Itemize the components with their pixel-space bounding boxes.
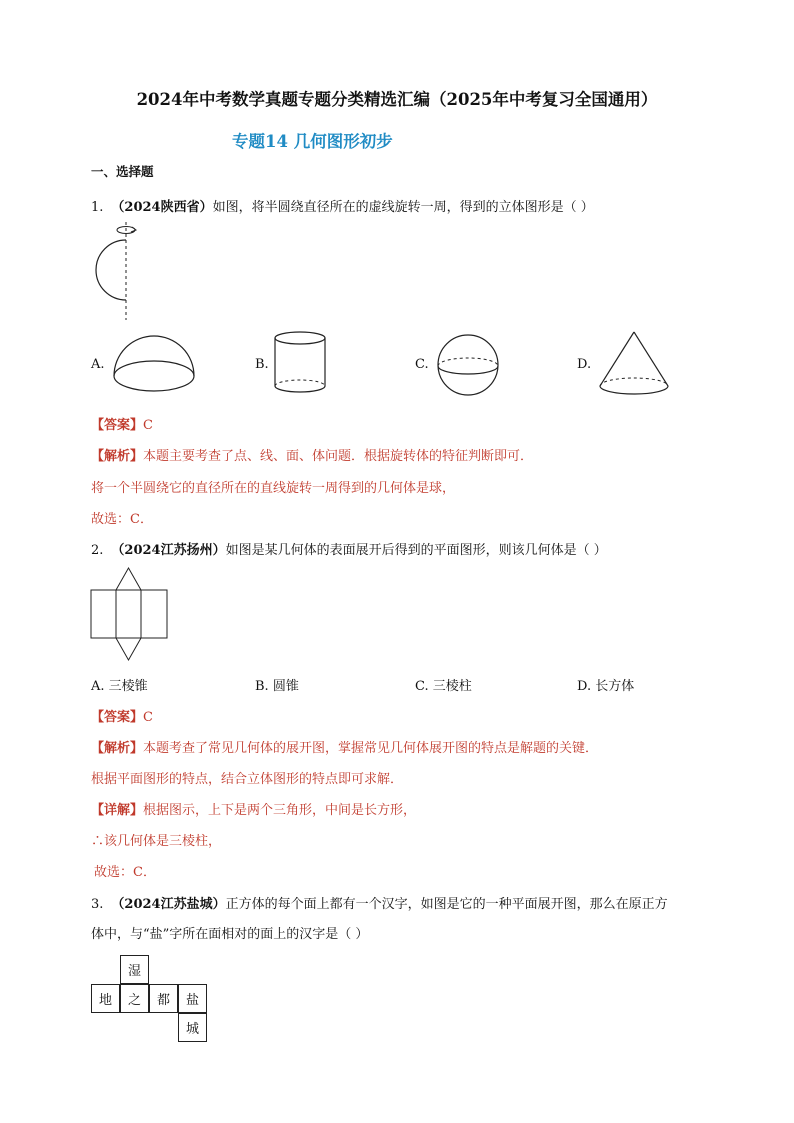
answer-2 bbox=[91, 706, 153, 725]
triangular-prism-net-figure bbox=[90, 566, 170, 664]
net-cell: 湿 bbox=[120, 955, 149, 984]
analysis-text: 本题考查了常见几何体的展开图，掌握常见几何体展开图的特点是解题的关键． bbox=[143, 741, 599, 756]
question-number: 3. bbox=[91, 897, 104, 912]
question-1-stem bbox=[91, 196, 594, 215]
question-text: 正方体的每个面上都有一个汉字，如图是它的一种平面展开图，那么在原正方 bbox=[225, 897, 668, 912]
question-source: （2024江苏盐城） bbox=[111, 897, 226, 912]
section-heading: 一、选择题 bbox=[91, 164, 154, 179]
detail-text: 根据图示，上下是两个三角形，中间是长方形， bbox=[143, 803, 417, 818]
net-cell: 地 bbox=[91, 984, 120, 1013]
answer-1 bbox=[91, 414, 153, 433]
analysis-2 bbox=[91, 737, 598, 756]
question-text: 如图是某几何体的表面展开后得到的平面图形，则该几何体是（ ） bbox=[225, 543, 607, 558]
topic-subtitle: 专题14 几何图形初步 bbox=[232, 132, 393, 151]
explanation-line: 将一个半圆绕它的直径所在的直线旋转一周得到的几何体是球， bbox=[91, 481, 456, 496]
hemisphere-option bbox=[112, 332, 196, 394]
detail-tag: 【详解】 bbox=[91, 803, 144, 818]
option-c: C. 三棱柱 bbox=[415, 679, 472, 694]
question-number: 1. bbox=[91, 200, 104, 215]
semicircle-rotation-figure bbox=[88, 222, 138, 322]
question-source: （2024江苏扬州） bbox=[111, 543, 226, 558]
sphere-option bbox=[436, 333, 502, 397]
option-d-label: D. bbox=[577, 357, 592, 372]
cylinder-option bbox=[272, 330, 328, 396]
option-d: D. 长方体 bbox=[577, 679, 635, 694]
net-cell: 都 bbox=[149, 984, 178, 1013]
page-title: 2024年中考数学真题专题分类精选汇编（2025年中考复习全国通用） bbox=[136, 90, 658, 109]
net-cell: 之 bbox=[120, 984, 149, 1013]
option-a-label: A. bbox=[91, 357, 105, 372]
answer-value: C bbox=[143, 418, 153, 433]
question-3-stem bbox=[91, 893, 668, 912]
analysis-1 bbox=[91, 445, 533, 464]
option-a: A. 三棱锥 bbox=[91, 679, 148, 694]
question-source: （2024陕西省） bbox=[111, 200, 213, 215]
question-text: 如图，将半圆绕直径所在的虚线旋转一周，得到的立体图形是（ ） bbox=[212, 200, 594, 215]
option-b: B. 圆锥 bbox=[255, 679, 299, 694]
therefore-line: ∴该几何体是三棱柱， bbox=[91, 834, 222, 849]
analysis-text: 本题主要考查了点、线、面、体问题．根据旋转体的特征判断即可． bbox=[143, 449, 534, 464]
question-number: 2. bbox=[91, 543, 104, 558]
analysis-tag: 【解析】 bbox=[91, 741, 144, 756]
analysis-line-2: 根据平面图形的特点，结合立体图形的特点即可求解． bbox=[91, 772, 404, 787]
option-c-label: C. bbox=[415, 357, 429, 372]
conclusion-line: 故选：C． bbox=[94, 865, 156, 880]
net-cell: 盐 bbox=[178, 984, 207, 1013]
answer-tag: 【答案】 bbox=[91, 710, 144, 725]
answer-tag: 【答案】 bbox=[91, 418, 144, 433]
cone-option bbox=[596, 330, 672, 398]
conclusion-line: 故选：C． bbox=[91, 512, 153, 527]
question-2-stem bbox=[91, 539, 607, 558]
question-3-stem-line-2: 体中，与“盐”字所在面相对的面上的汉字是（ ） bbox=[91, 927, 369, 942]
option-b-label: B. bbox=[255, 357, 269, 372]
answer-value: C bbox=[143, 710, 153, 725]
net-cell: 城 bbox=[178, 1013, 207, 1042]
detail-2 bbox=[91, 799, 416, 818]
analysis-tag: 【解析】 bbox=[91, 449, 144, 464]
